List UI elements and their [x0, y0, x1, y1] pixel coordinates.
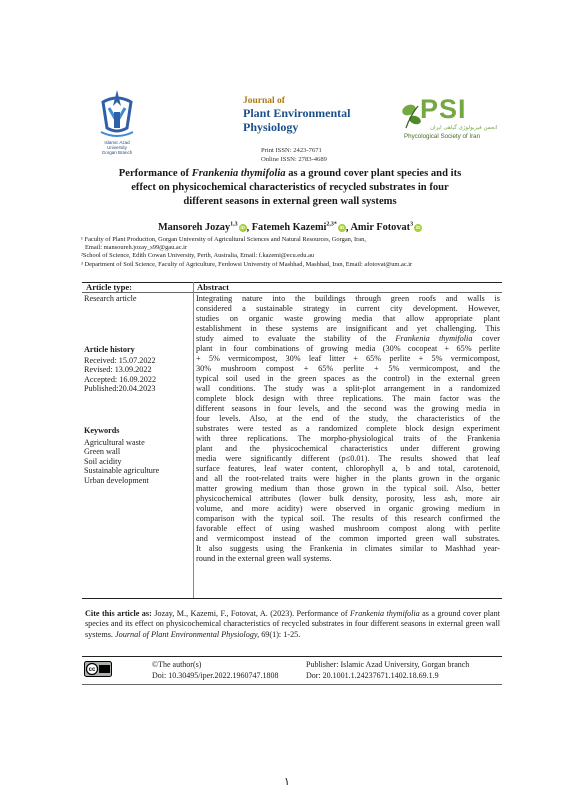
title-line-1b: as a ground cover plant species and its	[285, 168, 462, 179]
abstract-line: round in the external green wall systems.	[196, 554, 332, 564]
cite-text: as a ground cover plant species and its effect on physicochemical characteristics of recycled substrates in four different seasons in external green wall systems.	[85, 609, 500, 639]
abstract-line: studies on organic waste growing media that allow appropriate plant	[196, 314, 500, 324]
abstract-line: four levels. Also, at the end of the study, the characteristics of the	[196, 414, 500, 424]
cite-journal: Journal of Plant Environmental Physiology,	[115, 629, 260, 639]
abstract-line: volume, and more acidity) were observed in organic growing medium in	[196, 504, 500, 514]
keyword-item: Sustainable agriculture	[84, 466, 160, 476]
author-2-affil: 2,3*	[326, 222, 337, 228]
title-line-3: different seasons in external green wall systems	[183, 195, 397, 207]
abstract-line: substrates were tested as a randomized complete block design experiment	[196, 424, 500, 434]
abstract-line: with three replications. The morpho-physiological traits of the Frankenia	[196, 434, 500, 444]
column-divider	[193, 282, 194, 598]
abstract-line: typical soil used in the green spaces as the control) in the external green	[196, 374, 500, 384]
article-title	[78, 167, 502, 208]
abstract-line: 30% mushroom compost + 65% perlite + 5% vermicompost, and the	[196, 364, 500, 374]
history-label: Article history	[84, 345, 135, 354]
abstract-line: complete block design with three replications. The main factor was the	[196, 394, 500, 404]
author-3	[350, 222, 422, 233]
keyword-item: Urban development	[84, 475, 149, 485]
cite-species: Frankenia thymifolia	[350, 609, 420, 618]
cite-label: Cite this article as:	[85, 609, 152, 618]
page-number: ١	[284, 775, 290, 788]
table-bottom-rule	[82, 598, 502, 599]
psi-logo	[398, 94, 508, 150]
history-revised: Revised: 13.09.2022	[84, 365, 152, 375]
abstract-line: establishment in these systems are insignificant and yet challenging. This	[196, 324, 500, 334]
footer-bottom-rule	[82, 684, 502, 685]
creative-commons-icon[interactable]	[84, 661, 112, 677]
abstract-line: favorable effect of using washed mushroom compost along with perlite	[196, 524, 500, 534]
history-accepted: Accepted: 16.09.2022	[84, 374, 157, 384]
university-emblem-icon	[97, 88, 137, 140]
abstract-line: study aimed to evaluate the stability of the Frankenia thymifolia cover	[196, 334, 501, 344]
author-1-name: Mansoreh Jozay	[157, 222, 231, 234]
keyword-item: Green wall	[84, 447, 121, 457]
affiliations	[81, 236, 511, 269]
keywords-label: Keywords	[84, 426, 120, 435]
article-type-label: Article type:	[86, 282, 133, 292]
article-type-value: Research article	[84, 294, 137, 303]
orcid-icon[interactable]: iD	[240, 225, 245, 231]
keyword-item: Agricultural waste	[84, 437, 145, 447]
keywords	[84, 426, 159, 486]
author-1-affil: 1,3	[230, 222, 238, 228]
logo-caption-1: Islamic Azad University	[104, 140, 130, 150]
abstract-line: Integrating nature into the buildings through green roofs and walls is	[196, 294, 500, 303]
psi-wordmark: PSI	[420, 94, 467, 124]
article-history	[84, 345, 156, 394]
footer-top-rule	[82, 656, 502, 657]
abstract-line: physicochemical attributes (lower bulk density, porosity, less ash, more air	[196, 494, 500, 504]
table-top-rule	[82, 282, 502, 283]
abstract-line: plant in four combinations of growing media (30% cocopeat + 65% perlite	[196, 344, 500, 354]
abstract-line: different seasons in four levels, and the second was the growing media in	[196, 404, 500, 414]
author-3-name: Amir Fotovat	[350, 222, 411, 234]
psi-society-name: Phycological Society of Iran	[404, 133, 481, 140]
abstract-line: considered a sustainable strategy in current city development. However,	[196, 304, 500, 314]
orcid-icon[interactable]: iD	[415, 225, 421, 231]
abstract-line: surface features, leaf water content, chlorophyll a, b and total, carotenoid,	[196, 464, 500, 474]
abstract-line: comparison with the typical soil. The results of this research confirmed the	[196, 514, 500, 524]
title-line-1a: Performance of	[118, 168, 192, 179]
university-logo	[94, 88, 140, 160]
citation-block	[85, 609, 500, 640]
orcid-icon[interactable]: iD	[339, 225, 345, 231]
table-header-rule	[82, 292, 502, 293]
abstract-species: Frankenia thymifolia	[395, 334, 473, 344]
abstract-line: plant and the physicochemical characteristics under different growing	[196, 444, 500, 454]
author-2	[252, 222, 346, 233]
abstract-line: media were significantly different (p≤0.01). The results showed that leaf	[196, 454, 500, 464]
online-issn: Online ISSN: 2783-4689	[261, 156, 327, 163]
abstract-line: matter growing medium than those grown in the typical soil. Also, better	[196, 484, 500, 494]
copyright: ©The author(s)	[152, 660, 202, 669]
affiliation-line: Email: mansoureh.jozay_s99@gau.ac.ir	[85, 244, 188, 252]
abstract-line: wall conditions. The study was a split-plot arrangement in a randomized	[196, 384, 500, 394]
doi[interactable]: Doi: 10.30495/iper.2022.1960747.1808	[152, 671, 279, 680]
author-list: Mansoreh Jozay$^{1,3}$ iD , Fatemeh Kazemi$^{2,3*}$ iD , Amir Fotovat$^3$ iD	[157, 222, 421, 234]
history-published: Published:20.04.2023	[84, 384, 156, 394]
author-1	[158, 222, 247, 233]
history-received: Received: 15.07.2022	[84, 355, 156, 365]
publisher: Publisher: Islamic Azad University, Gorgan branch	[306, 660, 470, 669]
cite-volume: 69(1): 1-25.	[259, 629, 301, 639]
dor[interactable]: Dor: 20.1001.1.24237671.1402.18.69.1.9	[306, 671, 439, 680]
abstract-line: and vermicompost instead of the common imported green wall substrates.	[196, 534, 500, 544]
author-2-name: Fatemeh Kazemi	[251, 222, 327, 234]
keyword-item: Soil acidity	[84, 456, 122, 466]
author-3-affil: 3	[410, 222, 414, 228]
journal-line-1: Journal of	[243, 96, 285, 106]
abstract-label: Abstract	[197, 282, 229, 292]
abstract-line: + 5% vermicompost, 30% leaf litter + 65% perlite + 5% vermicompost,	[196, 354, 500, 364]
abstract-line: and all the root-related traits were higher in the plants grown in the organic	[196, 474, 500, 484]
abstract-body	[196, 294, 500, 564]
logo-caption-2: Gorgan Branch	[101, 150, 133, 155]
psi-persian-name: انجمن فیزیولوژی گیاهی ایران	[430, 125, 498, 131]
cite-text: Jozay, M., Kazemi, F., Fotovat, A. (2023). Performance of	[151, 609, 351, 618]
affiliation-line: ¹ Faculty of Plant Production, Gorgan University of Agricultural Sciences and Natural Resources, Gorgan, Iran,	[81, 236, 366, 243]
cc-label: cc	[88, 667, 96, 674]
affiliation-line: ³ Department of Soil Science, Faculty of Agriculture, Ferdowsi University of Mashhad, Mashhad, Iran, Email: afotovat@um.ac.ir	[81, 260, 413, 268]
journal-title: Plant Environmental Physiology	[243, 106, 351, 134]
title-line-2: effect on physicochemical characteristics of recycled substrates in four	[131, 181, 449, 193]
abstract-line: It also suggests using the Frankenia in climates similar to Mashhad year-	[196, 544, 500, 554]
journal-masthead	[243, 96, 383, 164]
title-species: Frankenia thymifolia	[191, 168, 286, 179]
print-issn: Print ISSN: 2423-7671	[261, 147, 322, 154]
affiliation-line: ²School of Science, Edith Cowan University, Perth, Australia, Email: f.kazemi@ecu.edu.au	[81, 252, 315, 260]
